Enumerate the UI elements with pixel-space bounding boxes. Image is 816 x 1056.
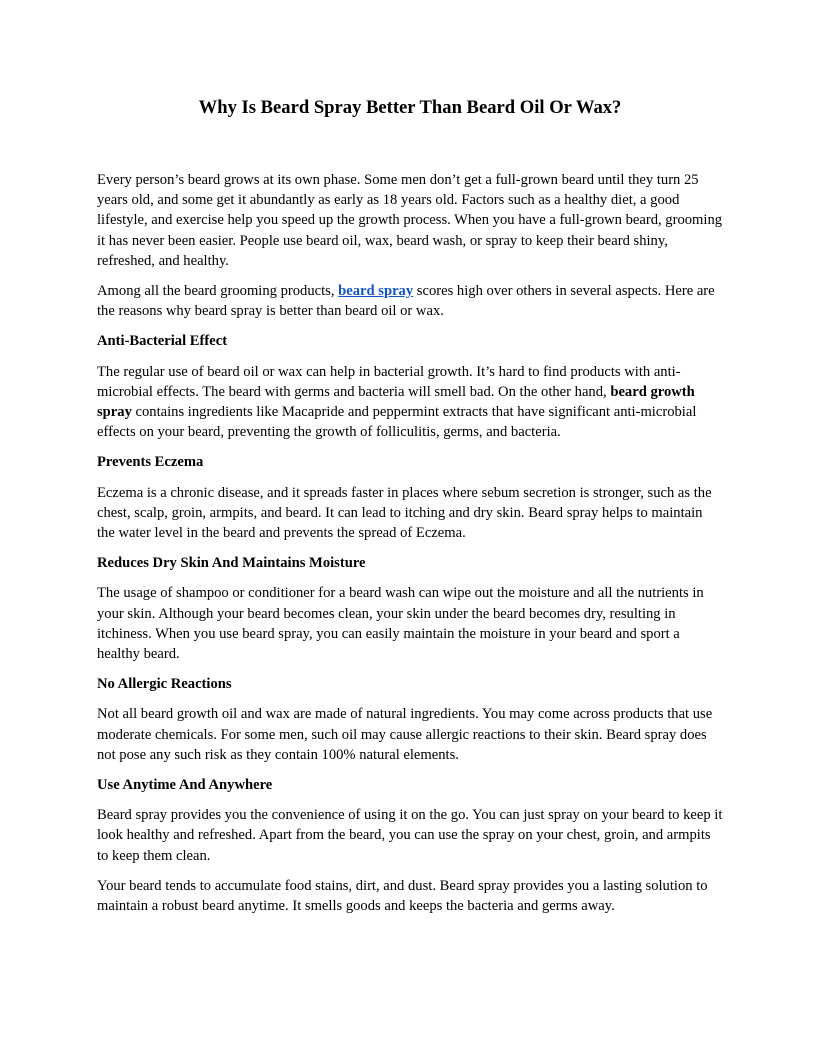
heading-dry-skin: Reduces Dry Skin And Maintains Moisture bbox=[97, 555, 366, 572]
anytime-paragraph-2: Your beard tends to accumulate food stains, dirt, and dust. Beard spray provides you a lasting solution to maintain a robust beard anytime. It smells goods and keeps the bacteria and germs away. bbox=[97, 877, 708, 915]
beard-spray-link[interactable]: beard spray bbox=[338, 283, 414, 300]
document-page bbox=[97, 96, 723, 926]
beard-growth-spray-bold: beard growth spray bbox=[97, 383, 695, 421]
anti-bacterial-text-before: The regular use of beard oil or wax can help in bacterial growth. It’s hard to find products with anti-microbial effects. The beard with germs and bacteria will smell bad. On the other hand, bbox=[97, 363, 681, 400]
heading-anti-bacterial: Anti-Bacterial Effect bbox=[97, 333, 228, 350]
anytime-paragraph-1: Beard spray provides you the convenience of using it on the go. You can just spray on your beard to keep it look healthy and refreshed. Apart from the beard, you can use the spray on your chest, groin, and armpits to keep them clean. bbox=[97, 807, 723, 864]
heading-use-anytime: Use Anytime And Anywhere bbox=[97, 777, 273, 794]
intro-text-after: scores high over others in several aspects. Here are the reasons why beard spray is better than beard oil or wax. bbox=[97, 283, 715, 320]
allergic-paragraph: Not all beard growth oil and wax are made of natural ingredients. You may come across products that use moderate chemicals. For some men, such oil may cause allergic reactions to their skin. Beard spray does not pose any such risk as they contain 100% natural elements. bbox=[97, 706, 713, 763]
anti-bacterial-paragraph bbox=[97, 362, 723, 443]
heading-no-allergic-reactions: No Allergic Reactions bbox=[97, 676, 232, 693]
intro-paragraph-1: Every person’s beard grows at its own phase. Some men don’t get a full-grown beard until they turn 25 years old, and some get it abundantly as early as 18 years old. Factors such as a healthy diet, a good lifestyle, and exercise help you speed up the growth process. When you have a full-grown beard, grooming it has never been easier. People use beard oil, wax, beard wash, or spray to keep their beard shiny, refreshed, and healthy. bbox=[97, 172, 723, 269]
eczema-paragraph: Eczema is a chronic disease, and it spreads faster in places where sebum secretion is stronger, such as the chest, scalp, groin, armpits, and beard. It can lead to itching and dry skin. Beard spray helps to maintain the water level in the beard and prevents the spread of Eczema. bbox=[97, 484, 712, 542]
intro-text-before: Among all the beard grooming products, bbox=[97, 283, 339, 300]
heading-prevents-eczema: Prevents Eczema bbox=[97, 454, 204, 471]
dry-skin-paragraph: The usage of shampoo or conditioner for a beard wash can wipe out the moisture and all the nutrients in your skin. Although your beard becomes clean, your skin under the beard becomes dry, resulting in itchiness. When you use beard spray, you can easily maintain the moisture in your beard and sport a healthy beard. bbox=[97, 585, 704, 663]
intro-paragraph-2 bbox=[97, 281, 723, 321]
page-title: Why Is Beard Spray Better Than Beard Oil Or Wax? bbox=[198, 97, 622, 118]
anti-bacterial-text-after: contains ingredients like Macapride and peppermint extracts that have significant anti-microbial effects on your beard, preventing the growth of folliculitis, germs, and bacteria. bbox=[97, 404, 697, 441]
